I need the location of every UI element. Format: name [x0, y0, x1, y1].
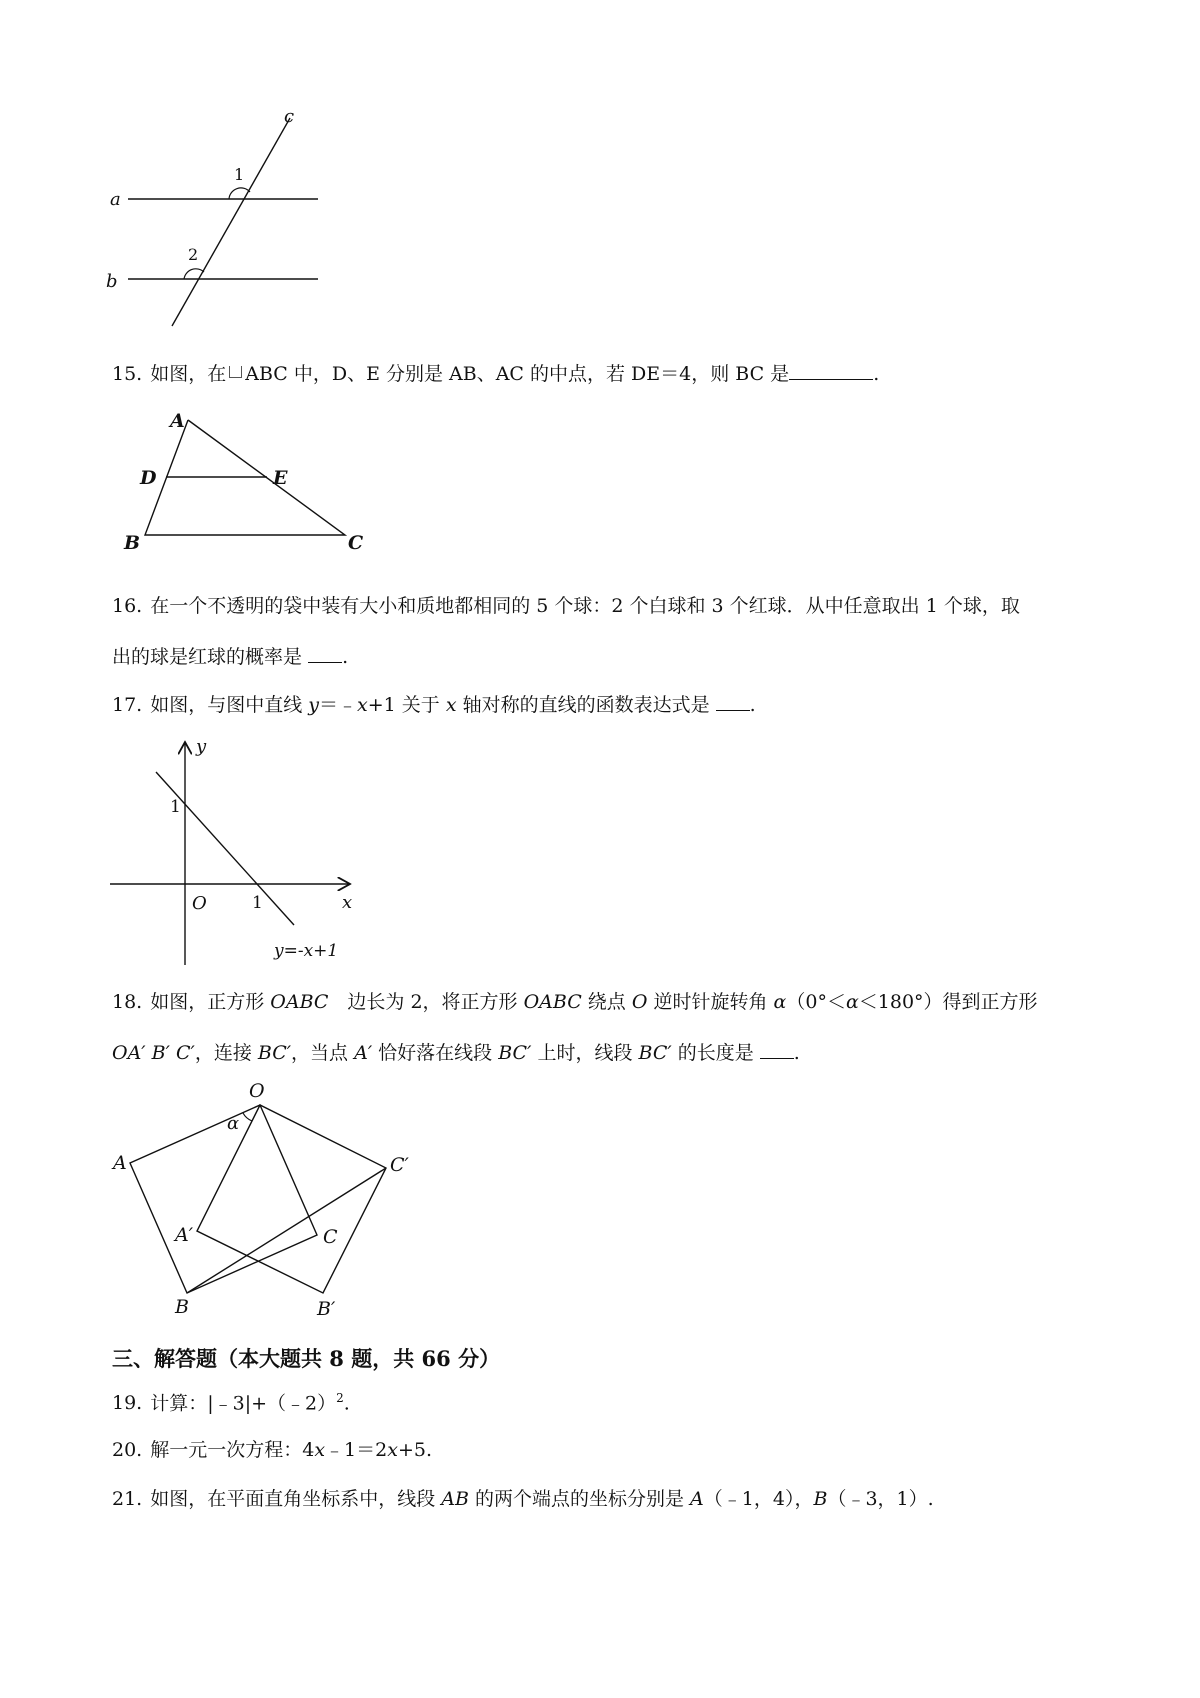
q19-exponent: 2 [336, 1391, 344, 1405]
q20-var-x: x [314, 1439, 326, 1461]
label-c: c [284, 106, 295, 127]
q18-var: A′ [354, 1042, 373, 1064]
question-17 [112, 694, 756, 715]
q20-text: +5. [397, 1439, 432, 1461]
q18-text: 恰好落在线段 [372, 1042, 499, 1064]
label-O: O [249, 1080, 265, 1102]
q21-var: B [813, 1488, 828, 1510]
question-18-line-2 [112, 1042, 800, 1063]
q18-var: BC′ [257, 1042, 292, 1064]
label-alpha: α [227, 1113, 240, 1134]
q17-var-x: x [357, 694, 368, 716]
label-A: A [170, 410, 185, 432]
q18-text: 逆时针旋转角 [647, 991, 774, 1013]
q18-text: ，连接 [194, 1042, 258, 1064]
q21-text: 如图，在平面直角坐标系中，线段 [150, 1488, 442, 1510]
q15-end: . [873, 363, 880, 385]
q18-end: . [793, 1042, 800, 1064]
q18-text: ，当点 [291, 1042, 355, 1064]
label-C-prime: C′ [390, 1154, 409, 1176]
square-oabc [130, 1105, 317, 1293]
label-line-equation: y=-x+1 [274, 941, 339, 961]
question-number: 19. [112, 1392, 143, 1415]
question-number: 17. [112, 694, 143, 716]
q18-text: 如图，正方形 [150, 991, 271, 1013]
q18-var: O [631, 991, 648, 1013]
q20-var-x: x [387, 1439, 398, 1461]
q16-line2: 出的球是红球的概率是 [112, 646, 303, 668]
q15-text-after: ABC 中，D、E 分别是 AB、AC 的中点，若 DE＝4，则 BC 是 [245, 363, 790, 385]
q18-var: BC′ [498, 1042, 532, 1064]
q17-var-y: y [308, 694, 319, 716]
question-15 [112, 363, 879, 384]
coordinate-graph-figure [100, 730, 360, 970]
q15-text-before: 如图，在 [150, 363, 227, 385]
triangle-symbol-icon [229, 366, 242, 378]
label-y-axis: y [196, 736, 207, 757]
q21-text: 的两个端点的坐标分别是 [468, 1488, 691, 1510]
segment-bc-prime [187, 1168, 386, 1293]
parallel-lines-figure [100, 100, 320, 330]
question-21 [112, 1490, 934, 1509]
question-16-line-2 [112, 646, 348, 667]
q17-text: 轴对称的直线的函数表达式是 [456, 694, 710, 716]
question-19 [112, 1392, 350, 1413]
question-number: 16. [112, 595, 143, 617]
q21-text: （﹣1，4）， [703, 1488, 814, 1510]
label-C: C [348, 532, 364, 554]
q18-var: α [773, 991, 787, 1013]
q21-text: （﹣3，1）. [827, 1488, 934, 1510]
question-20 [112, 1441, 432, 1460]
q18-var: OABC [523, 991, 582, 1013]
label-angle-2: 2 [188, 245, 199, 264]
label-D: D [140, 467, 157, 489]
label-B: B [175, 1296, 189, 1318]
label-B: B [124, 532, 141, 554]
label-B-prime: B′ [317, 1298, 336, 1320]
label-a: a [110, 189, 121, 210]
label-x-axis: x [342, 892, 353, 913]
question-number: 21. [112, 1488, 143, 1510]
answer-blank [789, 363, 873, 380]
q16-line1: 在一个不透明的袋中装有大小和质地都相同的 5 个球：2 个白球和 3 个红球．从中任意取出 1 个球，取 [150, 595, 1020, 617]
q21-var: A [690, 1488, 704, 1510]
section-heading: 三、解答题（本大题共 8 题，共 66 分） [112, 1346, 501, 1371]
question-16-line-1 [112, 597, 1020, 616]
q17-text: +1 关于 [367, 694, 446, 716]
label-A: A [113, 1152, 127, 1174]
q19-text: 计算：|﹣3|+（﹣2） [150, 1392, 337, 1415]
q17-end: . [749, 694, 756, 716]
label-origin: O [192, 893, 207, 914]
q20-text: 解一元一次方程：4 [150, 1439, 315, 1461]
q18-text: ＜180°）得到正方形 [858, 991, 1038, 1013]
question-number: 15. [112, 363, 143, 385]
q18-var: OABC [270, 991, 329, 1013]
label-angle-1: 1 [234, 165, 245, 184]
q18-var: BC′ [638, 1042, 672, 1064]
line-y-neg-x-plus-1 [156, 772, 294, 925]
q17-text: 如图，与图中直线 [150, 694, 309, 716]
q17-var-x: x [445, 694, 457, 716]
q18-text: 绕点 [581, 991, 632, 1013]
q18-text: 的长度是 [671, 1042, 754, 1064]
q20-text: ﹣1＝2 [325, 1439, 388, 1461]
angle-alpha-arc [243, 1113, 252, 1121]
label-x-intercept: 1 [252, 893, 263, 913]
answer-blank [716, 694, 750, 711]
question-number: 20. [112, 1439, 143, 1461]
label-E: E [273, 467, 288, 489]
q18-text: 边长为 2，将正方形 [328, 991, 524, 1013]
q18-text: 上时，线段 [531, 1042, 639, 1064]
square-oa-b-c-prime [197, 1105, 386, 1293]
q16-end: . [342, 646, 349, 668]
label-C: C [323, 1226, 338, 1248]
label-y-intercept: 1 [170, 797, 181, 817]
q18-text: （0°＜ [786, 991, 846, 1013]
answer-blank [760, 1042, 794, 1059]
label-A-prime: A′ [175, 1224, 194, 1246]
q18-var: OA′ B′ C′ [112, 1042, 195, 1064]
q21-var: AB [441, 1488, 469, 1510]
q18-var: α [845, 991, 859, 1013]
q17-text: ＝﹣ [319, 694, 358, 716]
answer-blank [308, 646, 342, 663]
line-c [172, 118, 290, 326]
q19-end: . [343, 1392, 350, 1415]
label-b: b [106, 271, 118, 292]
question-18-line-1 [112, 993, 1038, 1012]
question-number: 18. [112, 991, 143, 1013]
rotated-squares-figure [105, 1075, 425, 1325]
triangle-midline-figure [110, 405, 370, 555]
